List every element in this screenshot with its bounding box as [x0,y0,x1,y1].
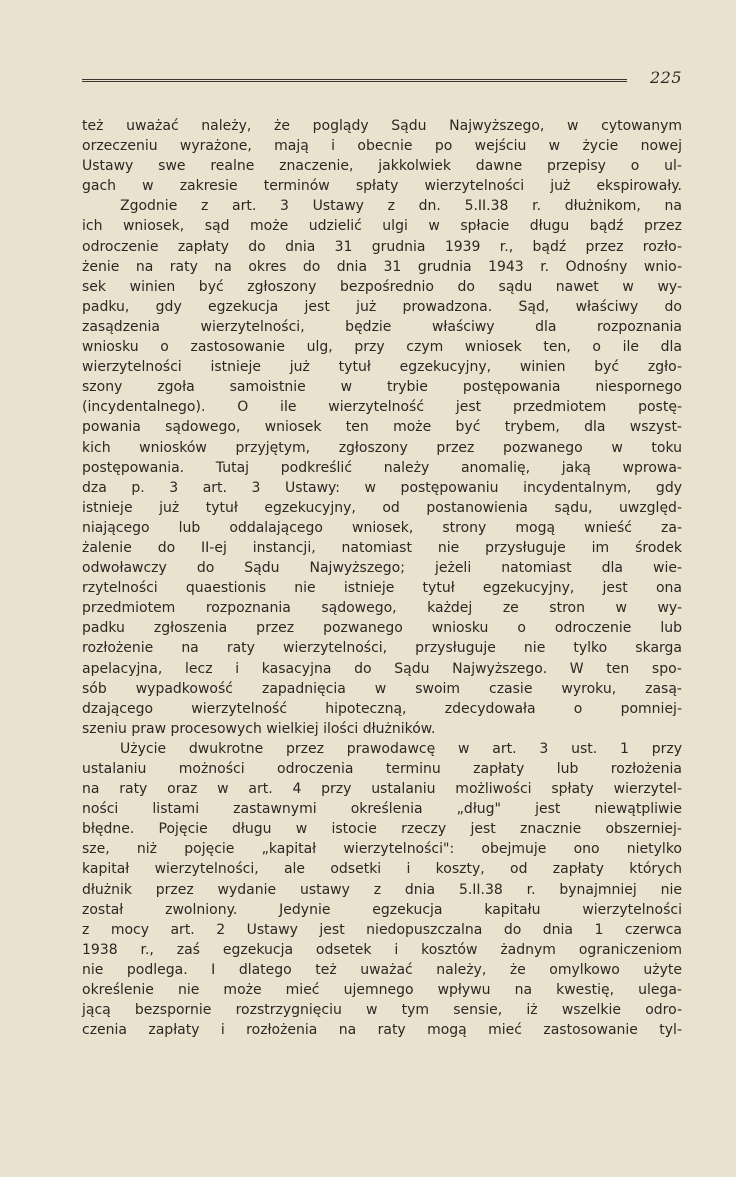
text-line: też uważać należy, że poglądy Sądu Najwyższego, w cytowanym [82,118,682,134]
text-line: kich wniosków przyjętym, zgłoszony przez pozwanego w toku [82,439,682,456]
text-line: z mocy art. 2 Ustawy jest niedopuszczalna do dnia 1 czerwca [82,921,682,938]
text-line: żalenie do II-ej instancji, natomiast nie przysługuje im środek [82,539,682,556]
text-line: żenie na raty na okres do dnia 31 grudnia 1943 r. Odnośny wnio- [82,258,682,275]
text-line: dza p. 3 art. 3 Ustawy: w postępowaniu incydentalnym, gdy [82,479,682,496]
text-line: apelacyjna, lecz i kasacyjna do Sądu Najwyższego. W ten spo- [82,660,682,677]
text-line: postępowania. Tutaj podkreślić należy anomalię, jaką wprowa- [82,459,682,476]
text-line: odwoławczy do Sądu Najwyższego; jeżeli natomiast dla wie- [82,560,682,577]
text-line: gach w zakresie terminów spłaty wierzytelności już ekspirowały. [82,178,682,195]
text-line: wniosku o zastosowanie ulg, przy czym wniosek ten, o ile dla [82,339,682,356]
text-line: 1938 r., zaś egzekucja odsetek i kosztów żadnym ograniczeniom [82,941,682,958]
header-rule [82,79,627,82]
page-header [82,66,682,92]
text-line: czenia zapłaty i rozłożenia na raty mogą mieć zastosowanie tyl- [82,1022,682,1039]
text-line: Zgodnie z art. 3 Ustawy z dn. 5.II.38 r. dłużnikom, na [120,198,682,215]
text-line: padku, gdy egzekucja jest już prowadzona. Sąd, właściwy do [82,298,682,315]
text-line: sze, niż pojęcie „kapitał wierzytelności": obejmuje ono nietylko [82,841,682,858]
text-line: Ustawy swe realne znaczenie, jakkolwiek dawne przepisy o ul- [82,158,682,175]
text-line: niającego lub oddalającego wniosek, strony mogą wnieść za- [82,519,682,536]
text-line: określenie nie może mieć ujemnego wpływu na kwestię, ulega- [82,982,682,999]
text-line: dłużnik przez wydanie ustawy z dnia 5.II.38 r. bynajmniej nie [82,881,682,898]
text-line: wierzytelności istnieje już tytuł egzekucyjny, winien być zgło- [82,359,682,376]
text-line: dzającego wierzytelność hipoteczną, zdecydowała o pomniej- [82,700,682,717]
text-line: jącą bezspornie rozstrzygnięciu w tym sensie, iż wszelkie odro- [82,1002,682,1019]
page-number: 225 [649,68,682,87]
text-line: powania sądowego, wniosek ten może być trybem, dla wszyst- [82,419,682,436]
text-line: Użycie dwukrotne przez prawodawcę w art. 3 ust. 1 przy [120,740,682,757]
text-line: szeniu praw procesowych wielkiej ilości dłużników. [82,720,436,737]
text-line: istnieje już tytuł egzekucyjny, od postanowienia sądu, uwzględ- [82,499,682,516]
text-line: odroczenie zapłaty do dnia 31 grudnia 1939 r., bądź przez rozło- [82,238,682,255]
text-line: nie podlega. I dlatego też uważać należy, że omylkowo użyte [82,961,682,978]
text-line: został zwolniony. Jedynie egzekucja kapitału wierzytelności [82,901,682,918]
text-line: przedmiotem rozpoznania sądowego, każdej ze stron w wy- [82,600,682,617]
text-line: sób wypadkowość zapadnięcia w swoim czasie wyroku, zasą- [82,680,682,697]
text-line: ustalaniu możności odroczenia terminu zapłaty lub rozłożenia [82,761,682,777]
text-line: rzytelności quaestionis nie istnieje tytuł egzekucyjny, jest ona [82,580,682,597]
body-text [82,116,682,1040]
text-line: padku zgłoszenia przez pozwanego wniosku o odroczenie lub [82,620,682,637]
text-line: zasądzenia wierzytelności, będzie właściwy dla rozpoznania [82,318,682,335]
text-line: szony zgoła samoistnie w trybie postępowania niespornego [82,379,682,396]
text-line: na raty oraz w art. 4 przy ustalaniu możliwości spłaty wierzytel- [82,781,682,798]
text-line: ich wniosek, sąd może udzielić ulgi w spłacie długu bądź przez [82,218,682,235]
text-line: (incydentalnego). O ile wierzytelność jest przedmiotem postę- [82,399,682,416]
text-line: rozłożenie na raty wierzytelności, przysługuje nie tylko skarga [82,640,682,657]
text-line: kapitał wierzytelności, ale odsetki i koszty, od zapłaty których [82,861,682,878]
text-line: orzeczeniu wyrażone, mają i obecnie po wejściu w życie nowej [82,138,682,155]
text-line: ności listami zastawnymi określenia „dług" jest niewątpliwie [82,801,682,818]
text-line: błędne. Pojęcie długu w istocie rzeczy jest znacznie obszerniej- [82,821,682,838]
text-line: sek winien być zgłoszony bezpośrednio do sądu nawet w wy- [82,278,682,295]
